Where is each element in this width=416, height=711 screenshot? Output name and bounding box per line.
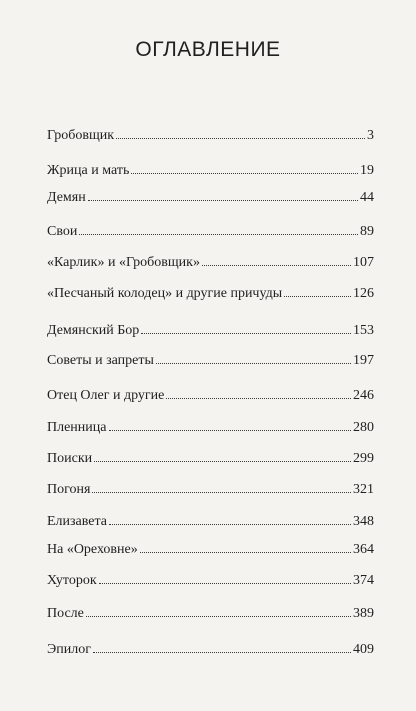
dot-leader: [202, 255, 351, 266]
toc-entry-title: После: [47, 606, 84, 621]
toc-entry-title: Елизавета: [47, 514, 108, 529]
dot-leader: [94, 451, 351, 462]
toc-entry-page-number: 107: [353, 255, 374, 270]
toc-entry-title: Жрица и мать: [47, 163, 130, 178]
toc-entry-page-number: 280: [353, 420, 374, 435]
dot-leader: [88, 190, 358, 201]
toc-entry-page-number: 44: [360, 190, 374, 205]
toc-entry: [47, 286, 374, 306]
toc-entry: [47, 353, 374, 373]
dot-leader: [109, 420, 352, 431]
toc-entry-page-number: 19: [360, 163, 374, 178]
toc-entry: [47, 420, 374, 440]
toc-entry: [47, 573, 374, 593]
toc-entry: [47, 482, 374, 502]
toc-entry-page-number: 299: [353, 451, 374, 466]
toc-entry-title: Свои: [47, 224, 78, 239]
toc-entry-title: Хуторок: [47, 573, 97, 588]
toc-entry-page-number: 126: [353, 286, 374, 301]
toc-entry: [47, 514, 374, 534]
toc-entry-page-number: 348: [353, 514, 374, 529]
toc-entry-title: Поиски: [47, 451, 93, 466]
toc-entry-page-number: 409: [353, 642, 374, 657]
toc-entry: [47, 190, 374, 210]
toc-entry-title: Советы и запреты: [47, 353, 154, 368]
toc-entry-title: «Карлик» и «Гробовщик»: [47, 255, 200, 270]
dot-leader: [166, 388, 351, 399]
page-title: ОГЛАВЛЕНИЕ: [135, 38, 281, 61]
toc-entry: [47, 451, 374, 471]
toc-entry-page-number: 89: [360, 224, 374, 239]
toc-entry: [47, 163, 374, 183]
toc-entry-title: Погоня: [47, 482, 91, 497]
toc-entry-page-number: 246: [353, 388, 374, 403]
dot-leader: [92, 482, 351, 493]
dot-leader: [93, 642, 351, 653]
toc-entry-title: Пленница: [47, 420, 107, 435]
toc-entry: [47, 388, 374, 408]
dot-leader: [284, 286, 351, 297]
toc-entry: [47, 323, 374, 343]
toc-entry-title: На «Ореховне»: [47, 542, 138, 557]
toc-entry-title: Гробовщик: [47, 128, 115, 143]
dot-leader: [141, 323, 351, 334]
dot-leader: [116, 128, 365, 139]
toc-entry-title: Отец Олег и другие: [47, 388, 165, 403]
dot-leader: [140, 542, 351, 553]
dot-leader: [156, 353, 351, 364]
toc-entry-page-number: 321: [353, 482, 374, 497]
toc-entry: [47, 606, 374, 626]
toc-entry: [47, 255, 374, 275]
toc-entry-page-number: 3: [367, 128, 374, 143]
toc-entry: [47, 542, 374, 562]
toc-entry-page-number: 364: [353, 542, 374, 557]
toc-entry-title: «Песчаный колодец» и другие причуды: [47, 286, 283, 301]
toc-entry: [47, 642, 374, 662]
dot-leader: [131, 163, 358, 174]
toc-entry: [47, 224, 374, 244]
toc-entry-page-number: 389: [353, 606, 374, 621]
toc-entry-page-number: 197: [353, 353, 374, 368]
toc-entry-title: Эпилог: [47, 642, 91, 657]
dot-leader: [109, 514, 351, 525]
toc-entry-title: Демян: [47, 190, 86, 205]
toc-entry-page-number: 153: [353, 323, 374, 338]
dot-leader: [86, 606, 351, 617]
dot-leader: [99, 573, 351, 584]
toc-entry-title: Демянский Бор: [47, 323, 140, 338]
toc-entry-page-number: 374: [353, 573, 374, 588]
toc-entry: [47, 128, 374, 148]
dot-leader: [79, 224, 358, 235]
